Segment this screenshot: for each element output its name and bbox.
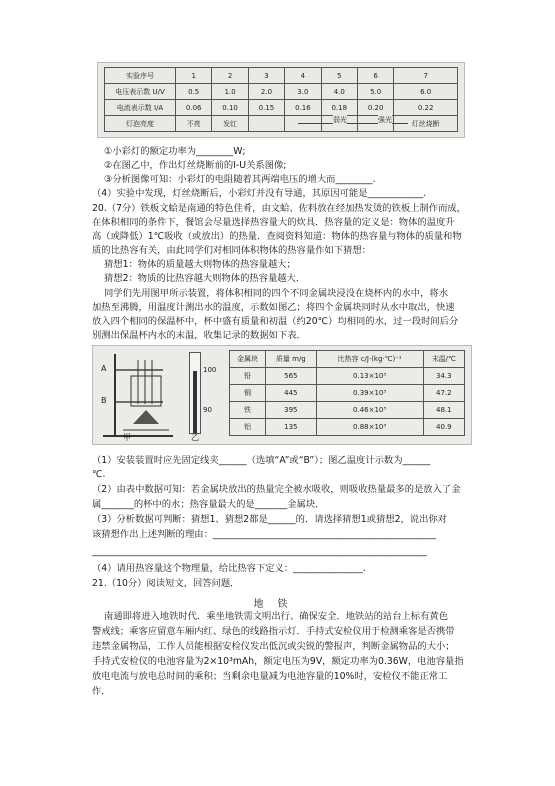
- label-jia: 甲: [123, 433, 131, 442]
- top-table-cell: 4.0: [321, 84, 357, 100]
- top-table-cell: 4: [285, 68, 321, 84]
- text-line: 猜想1：物体的质量越大则物体的热容量越大；: [104, 259, 296, 270]
- top-table-cell: 3: [248, 68, 284, 84]
- top-table-cell: 发红: [212, 116, 248, 132]
- metal-table-cell: 铁: [230, 402, 266, 419]
- text-line: （2）由表中数据可知：若金属块放出的热量完全被水吸收，则吸收热量最多的是放入了金: [92, 484, 461, 495]
- metal-table-cell: 135: [266, 419, 317, 436]
- brightness-left-label: 弱光: [333, 116, 347, 124]
- top-table-row-label: 电压表示数 U/V: [105, 84, 176, 100]
- text-line: （3）分析数据可判断：猜想1、猜想2都是______的．请选择猜想1或猜想2，说出你对: [92, 514, 447, 525]
- metal-table-header: 金属块: [230, 351, 266, 368]
- metal-table-cell: 0.46×10³: [316, 402, 423, 419]
- brightness-right-label: 强光: [378, 116, 392, 124]
- article-line: 放电电流与放电总时间的乘积；当剩余电量减为电池容量的10%时，安检仪不能正常工: [92, 671, 448, 682]
- top-data-table-photo: [97, 62, 465, 138]
- metal-data-table: [229, 350, 465, 436]
- metal-table-cell: 395: [266, 402, 317, 419]
- top-table-row: [105, 84, 458, 100]
- metal-table-row: [230, 385, 465, 402]
- top-table-row-label: 电流表示数 I/A: [105, 100, 176, 116]
- text-line: 21.（10分）阅读短文，回答问题．: [92, 578, 240, 589]
- metal-table-cell: 0.88×10³: [316, 419, 423, 436]
- top-table-cell: 6.0: [394, 84, 458, 100]
- metal-table-cell: 445: [266, 385, 317, 402]
- metal-table-row: [230, 368, 465, 385]
- article-line: 南通即将进入地铁时代．乘坐地铁需文明出行、确保安全．地铁站的站台上标有黄色: [104, 611, 448, 622]
- text-line: （4）请用热容量这个物理量，给比热容下定义：_______________.: [92, 563, 366, 574]
- top-table-cell: 0.10: [212, 100, 248, 116]
- metal-table-cell: 0.13×10³: [316, 368, 423, 385]
- text-line: 高（或降低）1℃吸收（或放出）的热量．查阅资料知道：物体的热容量与物体的质量和物: [92, 231, 462, 242]
- top-table-cell: 6: [357, 68, 393, 84]
- metal-table-cell: 铜: [230, 385, 266, 402]
- text-line: （1）安装装置时应先固定线夹______（选填“A”或“B”）；图乙温度计示数为______: [92, 455, 431, 466]
- top-table-cell: 0.18: [321, 100, 357, 116]
- text-line: 该猜想作出上述判断的理由：________________________________________________: [92, 529, 436, 540]
- top-table-cell: 3.0: [285, 84, 321, 100]
- top-table-cell: 不亮: [176, 116, 212, 132]
- text-line: 加热至沸腾，用温度计测出水的温度，示数如图乙；将四个金属块同时从水中取出，快速: [92, 302, 455, 313]
- top-table-cell: 5.0: [357, 84, 393, 100]
- top-table-cell: 灯丝烧断: [394, 116, 458, 132]
- top-table-row-label: 灯泡亮度: [105, 116, 176, 132]
- text-line: 别测出保温杯内水的末温，收集记录的数据如下表．: [92, 330, 306, 341]
- metal-table-header: 比热容 c/J·(kg·℃)⁻¹: [316, 351, 423, 368]
- top-table-row-label: 实验序号: [105, 68, 176, 84]
- metal-table-header: 质量 m/g: [266, 351, 317, 368]
- top-table-cell: 2: [212, 68, 248, 84]
- metal-table-header: 末温/℃: [423, 351, 464, 368]
- metal-table-row: [230, 419, 465, 436]
- thermometer-liquid: [193, 371, 197, 433]
- article-line: 违禁金属物品，工作人员能根据安检仪发出低沉或尖锐的警报声，判断金属物品的大小；: [92, 641, 455, 652]
- metal-table-cell: 48.1: [423, 402, 464, 419]
- thermometer-tick-90: 90: [203, 406, 212, 414]
- text-line: （4）实验中发现，灯丝烧断后，小彩灯并没有导通，其原因可能是____________.: [92, 188, 427, 199]
- thermometer: [189, 352, 201, 434]
- metal-table-cell: 铝: [230, 419, 266, 436]
- metal-table-cell: 34.3: [423, 368, 464, 385]
- article-title: 地铁: [253, 599, 302, 610]
- top-table-cell: 7: [394, 68, 458, 84]
- text-line: 同学们先用图甲所示装置，将体积相同的四个不同金属块浸没在烧杯内的水中，将水: [104, 288, 448, 299]
- top-table-row: [105, 100, 458, 116]
- metal-table-cell: 0.39×10³: [316, 385, 423, 402]
- metal-table-cell: 铅: [230, 368, 266, 385]
- text-line: 在体积相同的条件下，餐馆会尽量选择热容量大的炊具．热容量的定义是：物体的温度升: [92, 217, 455, 228]
- text-line: ①小彩灯的额定功率为________W;: [104, 146, 246, 157]
- article-line: 警戒线；乘客应留意车厢内红、绿色的线路指示灯．手持式安检仪用于检测乘客是否携带: [92, 626, 455, 637]
- top-table-cell: 1: [176, 68, 212, 84]
- top-table-cell: [248, 116, 284, 132]
- text-line: ②在图乙中，作出灯丝烧断前的I-U关系图像;: [104, 160, 287, 171]
- label-a: A: [101, 364, 107, 373]
- top-table-cell: 0.16: [285, 100, 321, 116]
- metal-table-cell: 47.2: [423, 385, 464, 402]
- article-line: 作．: [92, 686, 111, 697]
- top-table-row: [105, 68, 458, 84]
- experiment-figure-photo: [92, 345, 472, 445]
- top-table-cell: 0.5: [176, 84, 212, 100]
- text-line: 20.（7分）铁板文蛤是南通的特色佳肴，由文蛤、佐料放在经加热发烫的铁板上制作而成，: [92, 203, 466, 214]
- thermometer-tick-100: 100: [203, 366, 217, 374]
- top-table-cell: 0.15: [248, 100, 284, 116]
- top-table-cell: 0.06: [176, 100, 212, 116]
- text-line: 猜想2：物质的比热容越大则物体的热容量越大．: [104, 273, 306, 284]
- top-table-cell: 1.0: [212, 84, 248, 100]
- metal-table-cell: 40.9: [423, 419, 464, 436]
- text-line: 放入四个相同的保温杯中，杯中盛有质量和初温（约20℃）均相同的水，过一段时间后分: [92, 316, 459, 327]
- text-line: ℃.: [92, 469, 106, 480]
- top-table-cell: 5: [321, 68, 357, 84]
- article-line: 手持式安检仪的电池容量为2×10³mAh，额定电压为9V，额定功率为0.36W，电池容量指: [92, 656, 464, 667]
- text-line: 属_______的杯中的水；热容量最大的是_______金属块．: [92, 499, 325, 510]
- top-table-cell: 0.22: [394, 100, 458, 116]
- text-line: ________________________________________________________________________: [92, 546, 427, 557]
- label-b: B: [101, 396, 107, 405]
- top-table-cell: 0.20: [357, 100, 393, 116]
- label-yi: 乙: [191, 433, 199, 442]
- text-line: 质的比热容有关，由此同学们对相同体积物体的热容量作如下猜想：: [92, 245, 371, 256]
- metal-table-cell: 565: [266, 368, 317, 385]
- top-table-cell: 2.0: [248, 84, 284, 100]
- metal-table-row: [230, 402, 465, 419]
- text-line: ③分析图像可知：小彩灯的电阻随着其两端电压的增大而________.: [104, 174, 376, 185]
